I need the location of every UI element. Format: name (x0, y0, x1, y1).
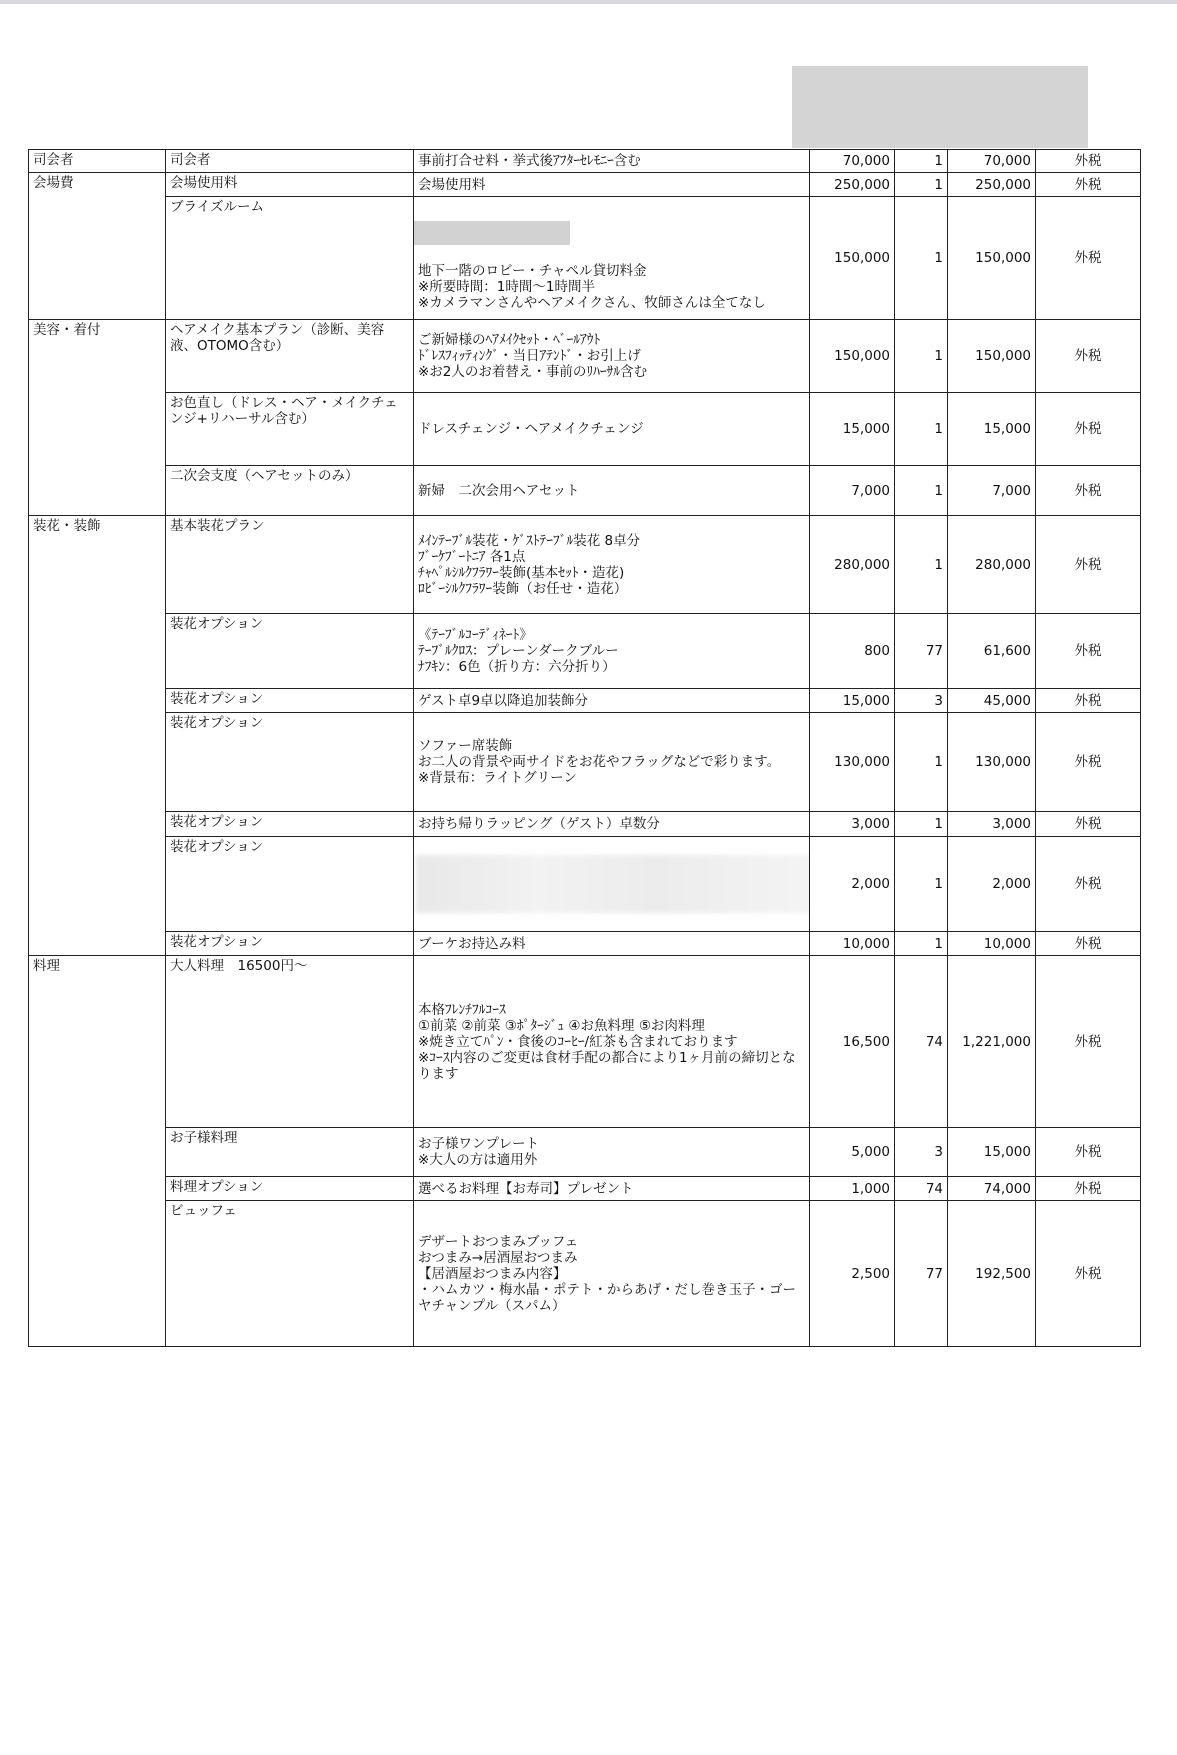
item-name: 会場使用料 (166, 173, 414, 197)
category-cell: 装花・装飾 (29, 516, 166, 956)
item-description: デザートおつまみブッフェ おつまみ→居酒屋おつまみ 【居酒屋おつまみ内容】 ・ハムカツ・梅水晶・ポテト・からあげ・だし巻き玉子・ゴーヤチャンプル（スパム） (414, 1201, 810, 1347)
line-total: 280,000 (948, 516, 1036, 614)
category-cell: 会場費 (29, 173, 166, 320)
unit-price: 10,000 (810, 932, 895, 956)
quantity: 1 (895, 320, 948, 393)
item-description: ブーケお持込み料 (414, 932, 810, 956)
category-cell: 料理 (29, 956, 166, 1347)
item-description: 新婦 二次会用ヘアセット (414, 466, 810, 516)
unit-price: 280,000 (810, 516, 895, 614)
tax-type: 外税 (1036, 837, 1141, 932)
unit-price: 250,000 (810, 173, 895, 197)
item-description: ゲスト卓9卓以降追加装飾分 (414, 689, 810, 713)
line-total: 130,000 (948, 713, 1036, 812)
line-total: 10,000 (948, 932, 1036, 956)
table-row (29, 614, 1141, 689)
quantity: 1 (895, 812, 948, 837)
quantity: 1 (895, 516, 948, 614)
unit-price: 2,500 (810, 1201, 895, 1347)
category-cell: 美容・着付 (29, 320, 166, 516)
unit-price: 70,000 (810, 150, 895, 173)
unit-price: 150,000 (810, 197, 895, 320)
table-row (29, 837, 1141, 932)
line-total: 2,000 (948, 837, 1036, 932)
item-name: お子様料理 (166, 1128, 414, 1177)
table-row (29, 713, 1141, 812)
tax-type: 外税 (1036, 956, 1141, 1128)
item-name: 基本装花プラン (166, 516, 414, 614)
item-description: お子様ワンプレート ※大人の方は適用外 (414, 1128, 810, 1177)
redaction-block (414, 221, 571, 245)
table-row (29, 1128, 1141, 1177)
item-description: 《ﾃｰﾌﾞﾙｺｰﾃﾞｨﾈｰﾄ》 ﾃｰﾌﾞﾙｸﾛｽ：プレーンダークブルー ﾅﾌｷﾝ：6色（折り方：六分折り） (414, 614, 810, 689)
table-row (29, 689, 1141, 713)
unit-price: 2,000 (810, 837, 895, 932)
item-name: 大人料理 16500円～ (166, 956, 414, 1128)
unit-price: 800 (810, 614, 895, 689)
line-total: 15,000 (948, 393, 1036, 466)
item-description: ドレスチェンジ・ヘアメイクチェンジ (414, 393, 810, 466)
line-total: 74,000 (948, 1177, 1036, 1201)
line-total: 61,600 (948, 614, 1036, 689)
item-description: 事前打合せ料・挙式後ｱﾌﾀｰｾﾚﾓﾆｰ含む (414, 150, 810, 173)
quantity: 74 (895, 1177, 948, 1201)
quantity: 77 (895, 1201, 948, 1347)
item-name: ヘアメイク基本プラン（診断、美容液、OTOMO含む） (166, 320, 414, 393)
tax-type: 外税 (1036, 812, 1141, 837)
quantity: 1 (895, 713, 948, 812)
quantity: 3 (895, 689, 948, 713)
item-name: 装花オプション (166, 932, 414, 956)
line-total: 192,500 (948, 1201, 1036, 1347)
item-description: 会場使用料 (414, 173, 810, 197)
quantity: 1 (895, 932, 948, 956)
blurred-redaction (416, 855, 810, 913)
quantity: 3 (895, 1128, 948, 1177)
table-row (29, 466, 1141, 516)
item-name: 装花オプション (166, 614, 414, 689)
tax-type: 外税 (1036, 320, 1141, 393)
table-row (29, 173, 1141, 197)
item-description: 本格ﾌﾚﾝﾁﾌﾙｺｰｽ ①前菜 ②前菜 ③ﾎﾟﾀｰｼﾞｭ ④お魚料理 ⑤お肉料理 ※焼き立てﾊﾟﾝ・食後のｺｰﾋｰ/紅茶も含まれております ※ｺｰｽ内容のご変更は食材手配の都合により1ヶ月前の締切となります (414, 956, 810, 1128)
line-total: 1,221,000 (948, 956, 1036, 1128)
tax-type: 外税 (1036, 393, 1141, 466)
unit-price: 15,000 (810, 393, 895, 466)
unit-price: 15,000 (810, 689, 895, 713)
item-name: 料理オプション (166, 1177, 414, 1201)
quantity: 1 (895, 173, 948, 197)
item-name: 装花オプション (166, 689, 414, 713)
tax-type: 外税 (1036, 150, 1141, 173)
unit-price: 5,000 (810, 1128, 895, 1177)
item-description: お持ち帰りラッピング（ゲスト）卓数分 (414, 812, 810, 837)
redaction-block (792, 66, 1088, 148)
category-cell: 司会者 (29, 150, 166, 173)
item-name: 装花オプション (166, 837, 414, 932)
unit-price: 3,000 (810, 812, 895, 837)
tax-type: 外税 (1036, 689, 1141, 713)
unit-price: 16,500 (810, 956, 895, 1128)
item-name: 二次会支度（ヘアセットのみ） (166, 466, 414, 516)
line-total: 150,000 (948, 320, 1036, 393)
top-edge-bar (0, 0, 1177, 4)
line-total: 150,000 (948, 197, 1036, 320)
quantity: 1 (895, 197, 948, 320)
unit-price: 7,000 (810, 466, 895, 516)
table-row (29, 956, 1141, 1128)
item-description: 地下一階のロビー・チャペル貸切料金 ※所要時間：1時間～1時間半 ※カメラマンさんやヘアメイクさん、牧師さんは全てなし (418, 263, 766, 311)
tax-type: 外税 (1036, 466, 1141, 516)
estimate-table (28, 149, 1141, 1347)
unit-price: 1,000 (810, 1177, 895, 1201)
tax-type: 外税 (1036, 173, 1141, 197)
table-row (29, 1177, 1141, 1201)
tax-type: 外税 (1036, 1177, 1141, 1201)
table-row (29, 1201, 1141, 1347)
unit-price: 130,000 (810, 713, 895, 812)
tax-type: 外税 (1036, 614, 1141, 689)
table-row (29, 150, 1141, 173)
item-description: ﾒｲﾝﾃｰﾌﾞﾙ装花・ｹﾞｽﾄﾃｰﾌﾞﾙ装花 8卓分 ﾌﾞｰｹﾌﾞｰﾄﾆｱ 各1点 ﾁｬﾍﾟﾙｼﾙｸﾌﾗﾜｰ装飾(基本ｾｯﾄ・造花) ﾛﾋﾞｰｼﾙｸﾌﾗﾜｰ装飾（お任せ・造花） (414, 516, 810, 614)
table-row (29, 812, 1141, 837)
tax-type: 外税 (1036, 1128, 1141, 1177)
tax-type: 外税 (1036, 516, 1141, 614)
line-total: 250,000 (948, 173, 1036, 197)
quantity: 77 (895, 614, 948, 689)
tax-type: 外税 (1036, 932, 1141, 956)
table-row (29, 320, 1141, 393)
quantity: 1 (895, 393, 948, 466)
tax-type: 外税 (1036, 197, 1141, 320)
item-description-cell (414, 197, 810, 320)
item-name: ブライズルーム (166, 197, 414, 320)
line-total: 15,000 (948, 1128, 1036, 1177)
quantity: 74 (895, 956, 948, 1128)
item-name: ビュッフェ (166, 1201, 414, 1347)
item-description: 選べるお料理【お寿司】プレゼント (414, 1177, 810, 1201)
line-total: 45,000 (948, 689, 1036, 713)
tax-type: 外税 (1036, 1201, 1141, 1347)
quantity: 1 (895, 466, 948, 516)
item-description: ソファー席装飾 お二人の背景や両サイドをお花やフラッグなどで彩ります。 ※背景布：ライトグリーン (414, 713, 810, 812)
tax-type: 外税 (1036, 713, 1141, 812)
item-name: 装花オプション (166, 713, 414, 812)
table-row (29, 197, 1141, 320)
item-name: お色直し（ドレス・ヘア・メイクチェンジ+リハーサル含む） (166, 393, 414, 466)
table-row (29, 932, 1141, 956)
item-description-cell (414, 837, 810, 932)
table-row (29, 516, 1141, 614)
line-total: 70,000 (948, 150, 1036, 173)
quantity: 1 (895, 150, 948, 173)
line-total: 3,000 (948, 812, 1036, 837)
unit-price: 150,000 (810, 320, 895, 393)
item-description: ご新婦様のﾍｱﾒｲｸｾｯﾄ・ﾍﾞｰﾙｱｳﾄ ﾄﾞﾚｽﾌｨｯﾃｨﾝｸﾞ・当日ｱﾃﾝﾄﾞ・お引上げ ※お2人のお着替え・事前のﾘﾊｰｻﾙ含む (414, 320, 810, 393)
item-name: 装花オプション (166, 812, 414, 837)
item-name: 司会者 (166, 150, 414, 173)
quantity: 1 (895, 837, 948, 932)
line-total: 7,000 (948, 466, 1036, 516)
table-row (29, 393, 1141, 466)
